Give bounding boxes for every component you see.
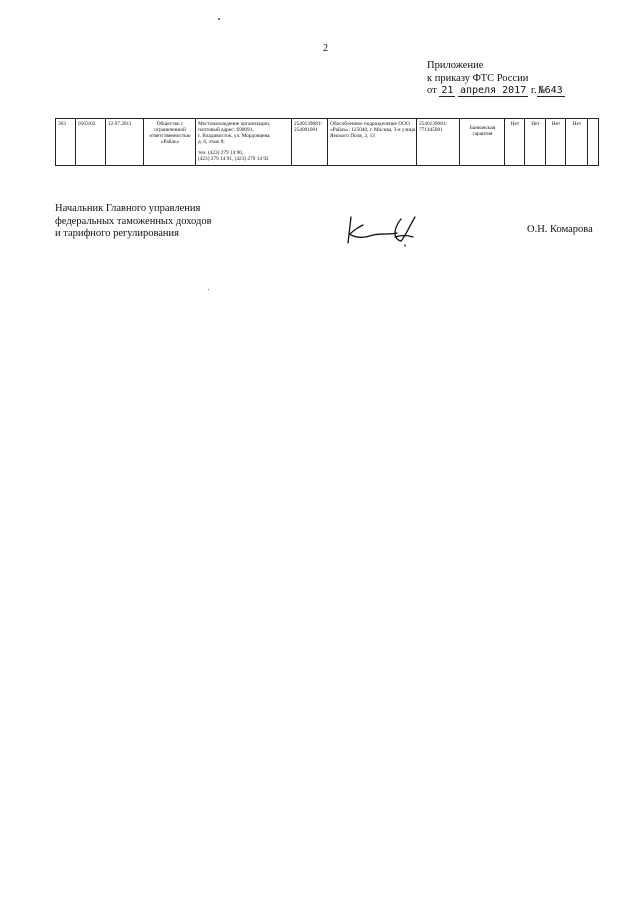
page-number: 2: [323, 43, 328, 54]
scan-speck: [218, 18, 220, 20]
cell-no-3: Нет: [546, 119, 566, 166]
address-phone-line: (423) 279 14 91, (423) 279 14 92: [198, 156, 269, 162]
appendix-title: Приложение: [427, 60, 484, 71]
appendix-date-month-year: апреля 2017: [460, 85, 527, 96]
cell-inn-kpp: 2540139681/ 254001001: [292, 119, 328, 166]
appendix-date-day: 21: [441, 85, 454, 96]
signoff-line: и тарифного регулирования: [55, 228, 179, 239]
scan-speck: [208, 289, 209, 290]
cell-no-4: Нет: [566, 119, 588, 166]
signoff-position: [55, 203, 212, 241]
cell-branch-inn-kpp: 2540139681/ 771445001: [417, 119, 460, 166]
appendix-date-line: [427, 85, 565, 98]
cell-address: [196, 119, 292, 166]
table-row: [56, 119, 599, 166]
appendix-order-ref: к приказу ФТС России: [427, 72, 529, 84]
cell-branch: Обособленное подразделение ООО «Райль»: 125040, г. Москва, 3-я улица Ямского Поля, 2, 13: [328, 119, 417, 166]
cell-code: 0563/02: [76, 119, 106, 166]
signer-name: О.Н. Комарова: [527, 224, 593, 235]
address-phone-line: тел. (423) 279 14 90,: [198, 150, 244, 156]
handwritten-signature: [345, 213, 425, 253]
cell-number: 363: [56, 119, 76, 166]
cell-date: 12.07.2011: [106, 119, 144, 166]
registry-table: [55, 118, 599, 166]
appendix-date-prefix: от: [427, 85, 437, 96]
cell-org-name: Общество с ограниченной ответственностью «Райль»: [144, 119, 196, 166]
address-line: г. Владивосток, ул. Мордовцева,: [198, 133, 271, 139]
signoff-line: Начальник Главного управления: [55, 203, 201, 214]
address-line: Местонахождение организации,: [198, 121, 271, 127]
address-line: почтовый адрес: 690091,: [198, 127, 254, 133]
appendix-date-suffix: г.: [530, 85, 537, 96]
cell-no-2: Нет: [525, 119, 546, 166]
cell-no-1: Нет: [505, 119, 525, 166]
appendix-header: [427, 60, 565, 98]
cell-guarantee: [460, 119, 505, 166]
guarantee-text: Банковская гарантия: [469, 125, 496, 137]
appendix-order-number: №643: [538, 85, 563, 96]
address-line: д. 6, этаж 8;: [198, 139, 225, 145]
signoff-line: федеральных таможенных доходов: [55, 215, 212, 227]
cell-empty: [588, 119, 599, 166]
